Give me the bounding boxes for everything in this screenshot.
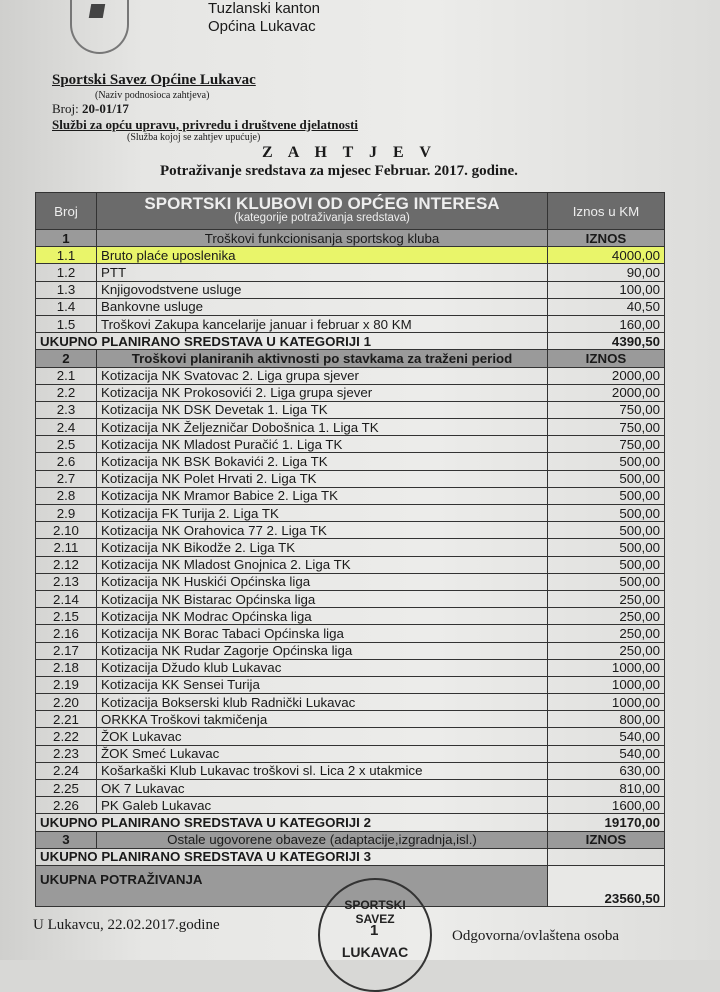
table-row <box>36 367 665 384</box>
table-row <box>36 315 665 332</box>
item-amount: 100,00 <box>548 281 665 298</box>
item-amount: 750,00 <box>548 419 665 436</box>
item-number: 2.26 <box>36 797 97 814</box>
table-row <box>36 762 665 779</box>
item-label: PK Galeb Lukavac <box>97 797 548 814</box>
item-number: 2.21 <box>36 711 97 728</box>
category-number: 3 <box>36 831 97 848</box>
col-broj: Broj <box>36 193 97 230</box>
table-row <box>36 608 665 625</box>
municipality-logo <box>70 0 129 54</box>
col-amount: Iznos u KM <box>548 193 665 230</box>
table-row <box>36 780 665 797</box>
item-number: 2.5 <box>36 436 97 453</box>
table-row <box>36 401 665 418</box>
stamp-number: 1 <box>370 922 379 939</box>
item-label: Troškovi Zakupa kancelarije januar i februar x 80 KM <box>97 315 548 332</box>
item-number: 2.25 <box>36 780 97 797</box>
table-row <box>36 642 665 659</box>
category-3-total <box>36 848 665 865</box>
number-label: Broj: <box>52 101 79 116</box>
table-row <box>36 625 665 642</box>
table-row <box>36 384 665 401</box>
table-row <box>36 573 665 590</box>
item-number: 2.9 <box>36 505 97 522</box>
item-amount: 750,00 <box>548 401 665 418</box>
category-3-header <box>36 831 665 848</box>
total-amount: 4390,50 <box>548 333 665 350</box>
item-number: 2.13 <box>36 573 97 590</box>
stamp-text-bottom: LUKAVAC <box>341 944 409 960</box>
item-amount: 40,50 <box>548 298 665 315</box>
document-number: 20-01/17 <box>81 101 129 116</box>
table-row <box>36 487 665 504</box>
item-amount: 500,00 <box>548 522 665 539</box>
category-2-header <box>36 350 665 367</box>
table-row <box>36 247 665 264</box>
total-label: UKUPNO PLANIRANO SREDSTAVA U KATEGORIJI 3 <box>36 848 548 865</box>
item-label: Kotizacija NK Borac Tabaci Općinska liga <box>97 625 548 642</box>
item-amount: 630,00 <box>548 762 665 779</box>
item-label: Kotizacija Bokserski klub Radnički Lukavac <box>97 694 548 711</box>
item-amount: 2000,00 <box>548 367 665 384</box>
item-label: Kotizacija NK Huskići Općinska liga <box>97 573 548 590</box>
item-label: Kotizacija NK Orahovica 77 2. Liga TK <box>97 522 548 539</box>
item-amount: 250,00 <box>548 590 665 607</box>
item-number: 2.23 <box>36 745 97 762</box>
item-number: 2.1 <box>36 367 97 384</box>
item-number: 2.2 <box>36 384 97 401</box>
item-number: 1.5 <box>36 315 97 332</box>
item-number: 2.24 <box>36 762 97 779</box>
item-label: Kotizacija NK Bikodže 2. Liga TK <box>97 539 548 556</box>
total-amount: 19170,00 <box>548 814 665 831</box>
item-amount: 540,00 <box>548 745 665 762</box>
item-label: Kotizacija NK Prokosovići 2. Liga grupa sjever <box>97 384 548 401</box>
item-number: 2.11 <box>36 539 97 556</box>
item-amount: 800,00 <box>548 711 665 728</box>
item-amount: 250,00 <box>548 625 665 642</box>
item-label: ORKKA Troškovi takmičenja <box>97 711 548 728</box>
item-number: 1.1 <box>36 247 97 264</box>
table-row <box>36 711 665 728</box>
item-label: Kotizacija NK DSK Devetak 1. Liga TK <box>97 401 548 418</box>
total-label: UKUPNO PLANIRANO SREDSTAVA U KATEGORIJI 1 <box>36 333 548 350</box>
item-label: Kotizacija NK Mladost Puračić 1. Liga TK <box>97 436 548 453</box>
item-number: 1.2 <box>36 264 97 281</box>
item-number: 2.12 <box>36 556 97 573</box>
item-label: Kotizacija NK Modrac Općinska liga <box>97 608 548 625</box>
table-header <box>36 193 665 230</box>
category-1-header <box>36 230 665 247</box>
item-number: 2.14 <box>36 590 97 607</box>
item-number: 2.7 <box>36 470 97 487</box>
item-label: Bruto plaće uposlenika <box>97 247 548 264</box>
item-label: Knjigovodstvene usluge <box>97 281 548 298</box>
item-label: Kotizacija FK Turija 2. Liga TK <box>97 505 548 522</box>
table-row <box>36 522 665 539</box>
col-subtitle: (kategorije potraživanja sredstava) <box>234 212 410 224</box>
item-amount: 500,00 <box>548 539 665 556</box>
table-row <box>36 676 665 693</box>
item-amount: 810,00 <box>548 780 665 797</box>
item-amount: 500,00 <box>548 556 665 573</box>
item-label: Kotizacija NK Željezničar Dobošnica 1. Liga TK <box>97 419 548 436</box>
item-amount: 1000,00 <box>548 694 665 711</box>
item-amount: 500,00 <box>548 453 665 470</box>
category-number: 2 <box>36 350 97 367</box>
amount-label: IZNOS <box>548 230 665 247</box>
item-number: 2.20 <box>36 694 97 711</box>
item-label: Košarkaški Klub Lukavac troškovi sl. Lica 2 x utakmice <box>97 762 548 779</box>
item-number: 2.8 <box>36 487 97 504</box>
item-amount: 540,00 <box>548 728 665 745</box>
item-amount: 160,00 <box>548 315 665 332</box>
recipient: Službi za opću upravu, privredu i društvene djelatnosti <box>52 117 359 132</box>
item-amount: 1000,00 <box>548 659 665 676</box>
table-row <box>36 505 665 522</box>
applicant-caption: (Naziv podnosioca zahtjeva) <box>95 90 210 101</box>
recipient-caption: (Služba kojoj se zahtjev upućuje) <box>127 132 261 143</box>
table-row <box>36 281 665 298</box>
item-amount: 500,00 <box>548 505 665 522</box>
table-row <box>36 419 665 436</box>
item-amount: 1000,00 <box>548 676 665 693</box>
table-row <box>36 556 665 573</box>
municipality-name: Općina Lukavac <box>208 18 316 35</box>
item-amount: 750,00 <box>548 436 665 453</box>
stamp-text-top: SPORTSKI SAVEZ <box>344 898 406 926</box>
item-amount: 500,00 <box>548 470 665 487</box>
amount-label: IZNOS <box>548 350 665 367</box>
item-number: 2.19 <box>36 676 97 693</box>
item-label: ŽOK Smeć Lukavac <box>97 745 548 762</box>
category-label: Troškovi funkcionisanja sportskog kluba <box>97 230 548 247</box>
item-label: Kotizacija NK Mladost Gnojnica 2. Liga TK <box>97 556 548 573</box>
item-label: Kotizacija NK Mramor Babice 2. Liga TK <box>97 487 548 504</box>
item-amount: 90,00 <box>548 264 665 281</box>
category-label: Troškovi planiranih aktivnosti po stavkama za traženi period <box>97 350 548 367</box>
item-number: 2.3 <box>36 401 97 418</box>
table-row <box>36 470 665 487</box>
document-subtitle: Potraživanje sredstava za mjesec Februar. 2017. godine. <box>160 163 518 179</box>
signatory-label: Odgovorna/ovlaštena osoba <box>452 928 620 944</box>
item-amount: 250,00 <box>548 642 665 659</box>
table-row <box>36 264 665 281</box>
table-row <box>36 659 665 676</box>
col-title: SPORTSKI KLUBOVI OD OPĆEG INTERESA <box>144 194 500 213</box>
applicant-name: Sportski Savez Općine Lukavac <box>52 72 256 88</box>
category-1-total <box>36 333 665 350</box>
item-number: 2.22 <box>36 728 97 745</box>
item-label: PTT <box>97 264 548 281</box>
amount-label: IZNOS <box>548 831 665 848</box>
table-row <box>36 694 665 711</box>
item-number: 2.10 <box>36 522 97 539</box>
table-row <box>36 298 665 315</box>
item-label: Kotizacija Džudo klub Lukavac <box>97 659 548 676</box>
item-label: Kotizacija KK Sensei Turija <box>97 676 548 693</box>
item-label: Kotizacija NK Polet Hrvati 2. Liga TK <box>97 470 548 487</box>
item-label: Bankovne usluge <box>97 298 548 315</box>
total-label: UKUPNO PLANIRANO SREDSTAVA U KATEGORIJI 2 <box>36 814 548 831</box>
category-label: Ostale ugovorene obaveze (adaptacije,izgradnja,isl.) <box>97 831 548 848</box>
table-row <box>36 797 665 814</box>
category-number: 1 <box>36 230 97 247</box>
item-number: 2.6 <box>36 453 97 470</box>
item-label: Kotizacija NK BSK Bokavići 2. Liga TK <box>97 453 548 470</box>
item-label: Kotizacija NK Rudar Zagorje Općinska liga <box>97 642 548 659</box>
official-stamp <box>318 878 432 992</box>
item-amount: 4000,00 <box>548 247 665 264</box>
document-title: Z A H T J E V <box>262 144 437 161</box>
item-label: OK 7 Lukavac <box>97 780 548 797</box>
canton-name: Tuzlanski kanton <box>208 0 321 17</box>
table-row <box>36 539 665 556</box>
table-row <box>36 590 665 607</box>
item-amount: 2000,00 <box>548 384 665 401</box>
item-number: 1.4 <box>36 298 97 315</box>
item-label: Kotizacija NK Svatovac 2. Liga grupa sjever <box>97 367 548 384</box>
item-number: 2.15 <box>36 608 97 625</box>
item-label: ŽOK Lukavac <box>97 728 548 745</box>
funding-table <box>35 192 665 907</box>
item-label: Kotizacija NK Bistarac Općinska liga <box>97 590 548 607</box>
table-row <box>36 453 665 470</box>
item-number: 1.3 <box>36 281 97 298</box>
grand-total-amount: 23560,50 <box>548 865 665 906</box>
item-amount: 500,00 <box>548 573 665 590</box>
category-2-total <box>36 814 665 831</box>
total-amount <box>548 848 665 865</box>
item-number: 2.17 <box>36 642 97 659</box>
item-number: 2.4 <box>36 419 97 436</box>
place-date: U Lukavcu, 22.02.2017.godine <box>33 917 220 933</box>
table-row <box>36 436 665 453</box>
grand-total-label: UKUPNA POTRAŽIVANJA <box>36 865 548 906</box>
table-row <box>36 745 665 762</box>
item-amount: 250,00 <box>548 608 665 625</box>
item-amount: 500,00 <box>548 487 665 504</box>
item-number: 2.18 <box>36 659 97 676</box>
table-row <box>36 728 665 745</box>
item-number: 2.16 <box>36 625 97 642</box>
item-amount: 1600,00 <box>548 797 665 814</box>
